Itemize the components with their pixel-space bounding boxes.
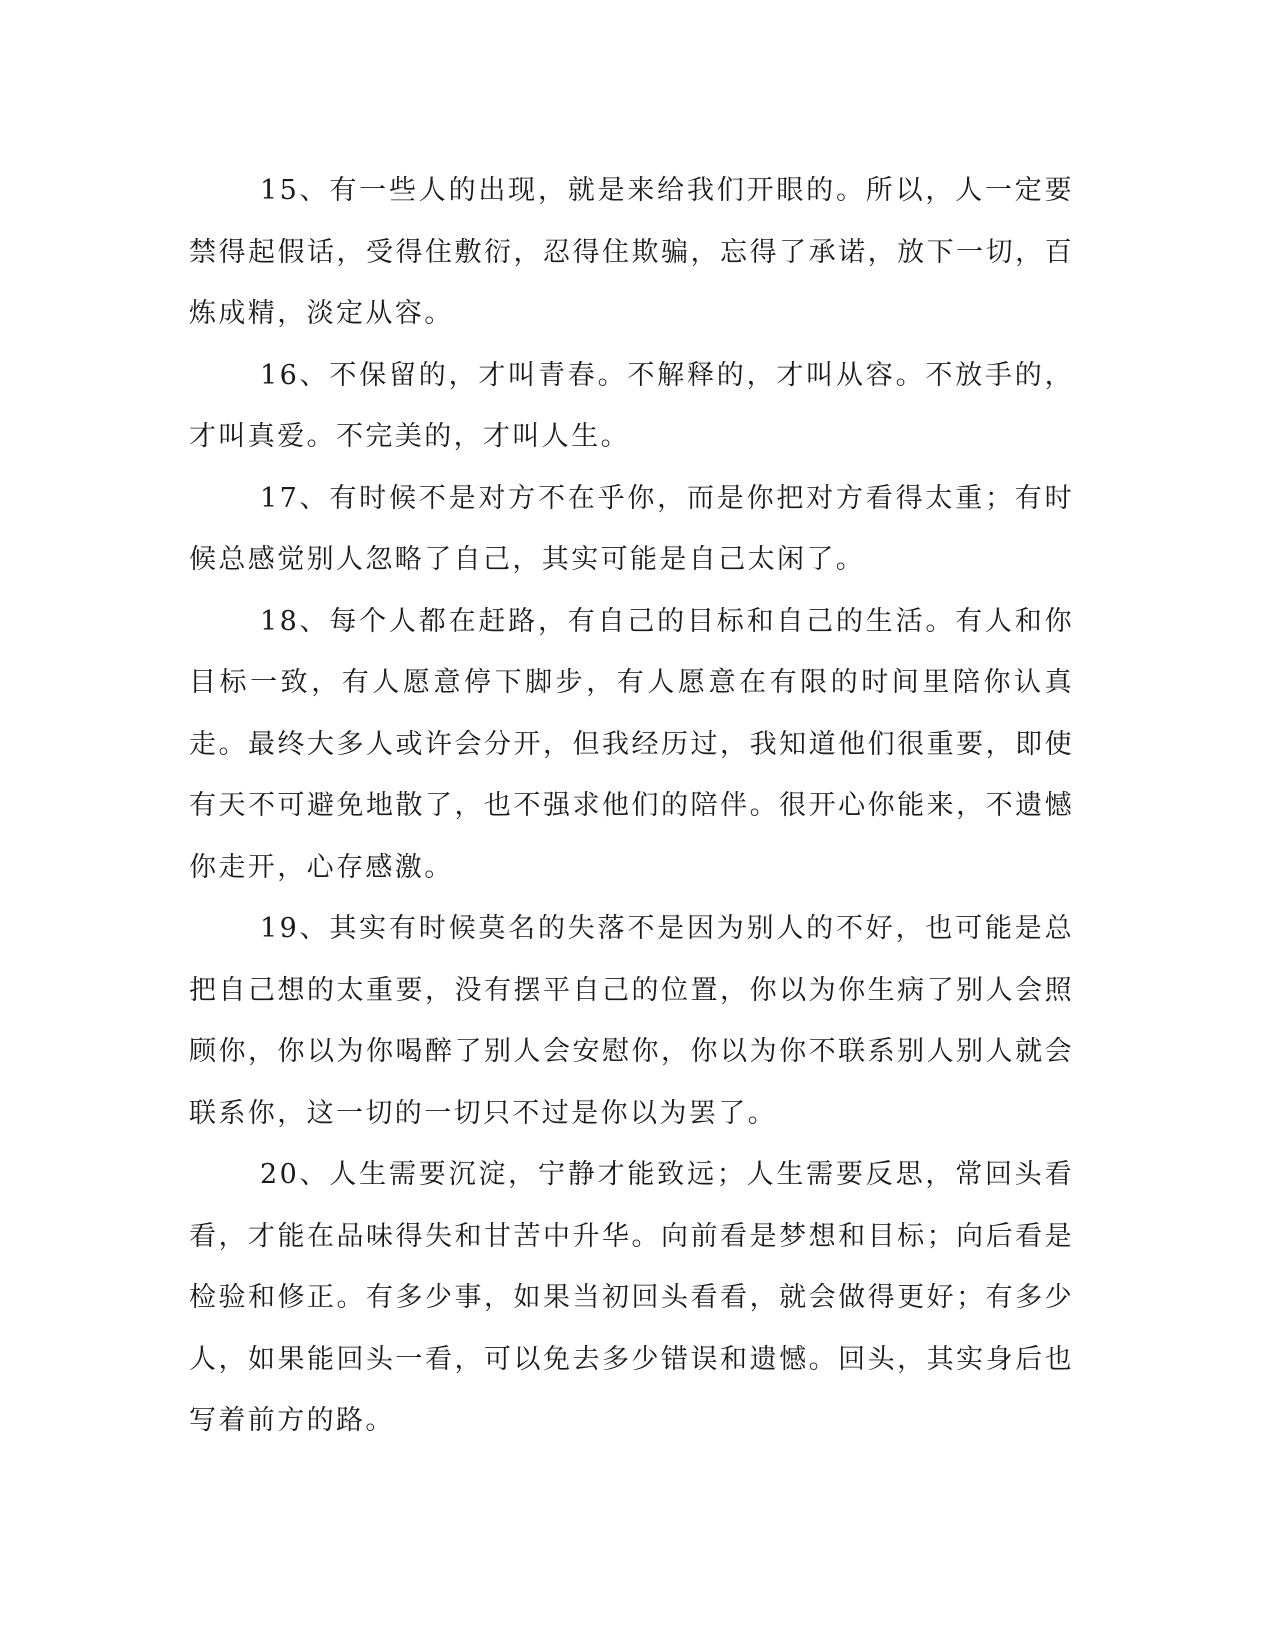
paragraph-18: 18、每个人都在赶路，有自己的目标和自己的生活。有人和你目标一致，有人愿意停下脚步，有人愿意在有限的时间里陪你认真走。最终大多人或许会分开，但我经历过，我知道他们很重要，即使有天不可避免地散了，也不强求他们的陪伴。很开心你能来，不遗憾你走开，心存感激。: [189, 605, 1074, 883]
paragraph-17: 17、有时候不是对方不在乎你，而是你把对方看得太重；有时候总感觉别人忽略了自己，其实可能是自己太闲了。: [189, 482, 1074, 575]
paragraph-20: 20、人生需要沉淀，宁静才能致远；人生需要反思，常回头看看，才能在品味得失和甘苦中升华。向前看是梦想和目标；向后看是检验和修正。有多少事，如果当初回头看看，就会做得更好；有多少人，如果能回头一看，可以免去多少错误和遗憾。回头，其实身后也写着前方的路。: [189, 1159, 1074, 1436]
paragraph-15: 15、有一些人的出现，就是来给我们开眼的。所以，人一定要禁得起假话，受得住敷衍，忍得住欺骗，忘得了承诺，放下一切，百炼成精，淡定从容。: [189, 175, 1074, 329]
paragraph-16: 16、不保留的，才叫青春。不解释的，才叫从容。不放手的，才叫真爱。不完美的，才叫人生。: [189, 359, 1074, 452]
paragraph-19: 19、其实有时候莫名的失落不是因为别人的不好，也可能是总把自己想的太重要，没有摆平自己的位置，你以为你生病了别人会照顾你，你以为你喝醉了别人会安慰你，你以为你不联系别人别人就会联系你，这一切的一切只不过是你以为罢了。: [189, 913, 1074, 1129]
document-body: [189, 160, 1074, 1452]
